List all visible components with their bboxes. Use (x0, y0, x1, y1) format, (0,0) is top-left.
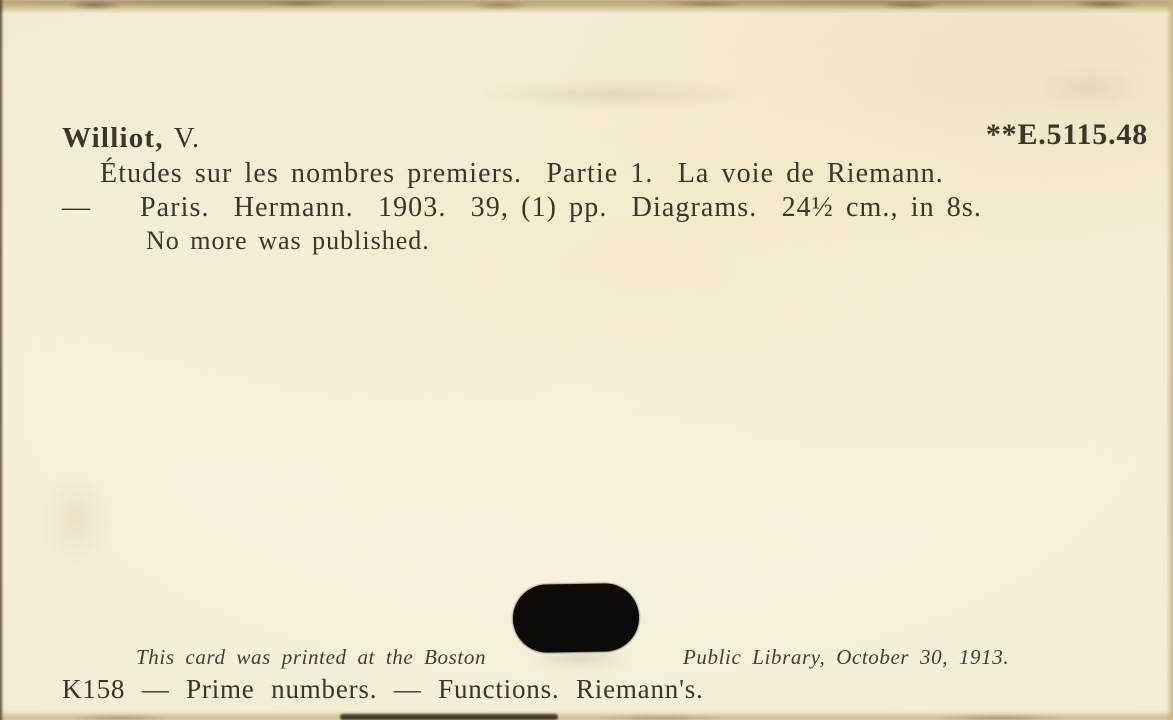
ink-bleed-smudge (430, 76, 800, 112)
author-initial: V. (173, 122, 201, 154)
ink-bleed-smudge (1020, 58, 1160, 118)
bottom-scan-edge (0, 711, 1173, 720)
imprint-line: Paris. Hermann. 1903. 39, (1) pp. Diagrams. 24½ cm., in 8s. (140, 192, 982, 223)
hole-punch (512, 583, 639, 653)
call-number: **E.5115.48 (985, 118, 1148, 151)
title-line: Études sur les nombres premiers. Partie 1. La voie de Riemann. (100, 158, 944, 189)
note-line: No more was published. (146, 226, 430, 255)
author-surname: Williot, (62, 122, 164, 154)
top-scan-edge (0, 0, 1173, 13)
left-scan-edge (0, 0, 4, 720)
printer-note-left: This card was printed at the Boston (136, 645, 487, 669)
imprint-dash: — (62, 192, 90, 223)
bottom-dark-bar (340, 714, 558, 720)
author-heading (62, 122, 200, 155)
paper-stain (40, 460, 130, 580)
subject-line: K158 — Prime numbers. — Functions. Riemann's. (62, 674, 704, 704)
printer-note-right: Public Library, October 30, 1913. (683, 645, 1010, 669)
right-scan-edge (1166, 0, 1173, 720)
